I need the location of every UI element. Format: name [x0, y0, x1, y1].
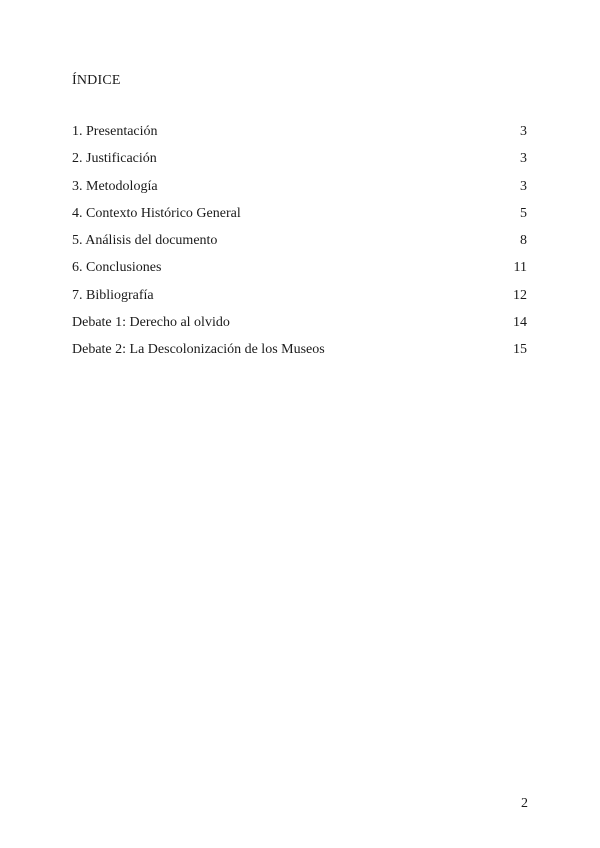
toc-entry-label: 7. Bibliografía — [72, 287, 154, 303]
toc-entry-page: 14 — [513, 315, 527, 331]
toc-entry-label: 5. Análisis del documento — [72, 233, 218, 249]
page-number: 2 — [521, 796, 528, 811]
toc-entry-page: 8 — [520, 233, 527, 249]
toc-entry-label: 1. Presentación — [72, 124, 158, 139]
toc-entry-analisis-documento — [72, 232, 527, 259]
toc-entry-label: 3. Metodología — [72, 178, 158, 194]
toc-entry-metodologia — [72, 178, 527, 205]
toc-entry-debate-2 — [72, 341, 527, 368]
toc-entry-justificacion — [72, 150, 527, 177]
toc-entry-page: 3 — [520, 124, 527, 139]
toc-entry-label: Debate 2: La Descolonización de los Museos — [72, 342, 325, 358]
toc-entry-page: 3 — [520, 151, 527, 167]
toc-title: ÍNDICE — [72, 73, 121, 88]
toc-entry-label: 6. Conclusiones — [72, 260, 162, 276]
toc-entry-page: 11 — [513, 260, 527, 276]
toc-entry-conclusiones — [72, 259, 527, 286]
toc-entry-page: 5 — [520, 205, 527, 221]
toc-entry-label: 2. Justificación — [72, 151, 157, 167]
toc-entry-page: 12 — [513, 287, 527, 303]
toc-entry-page: 3 — [520, 178, 527, 194]
toc-entry-bibliografia — [72, 287, 527, 314]
toc-entry-presentacion — [72, 123, 527, 150]
toc-entry-label: 4. Contexto Histórico General — [72, 205, 241, 221]
toc-entry-contexto-historico — [72, 205, 527, 232]
toc-entry-label: Debate 1: Derecho al olvido — [72, 315, 230, 331]
toc-entry-page: 15 — [513, 342, 527, 358]
table-of-contents — [72, 123, 527, 369]
toc-entry-debate-1 — [72, 314, 527, 341]
